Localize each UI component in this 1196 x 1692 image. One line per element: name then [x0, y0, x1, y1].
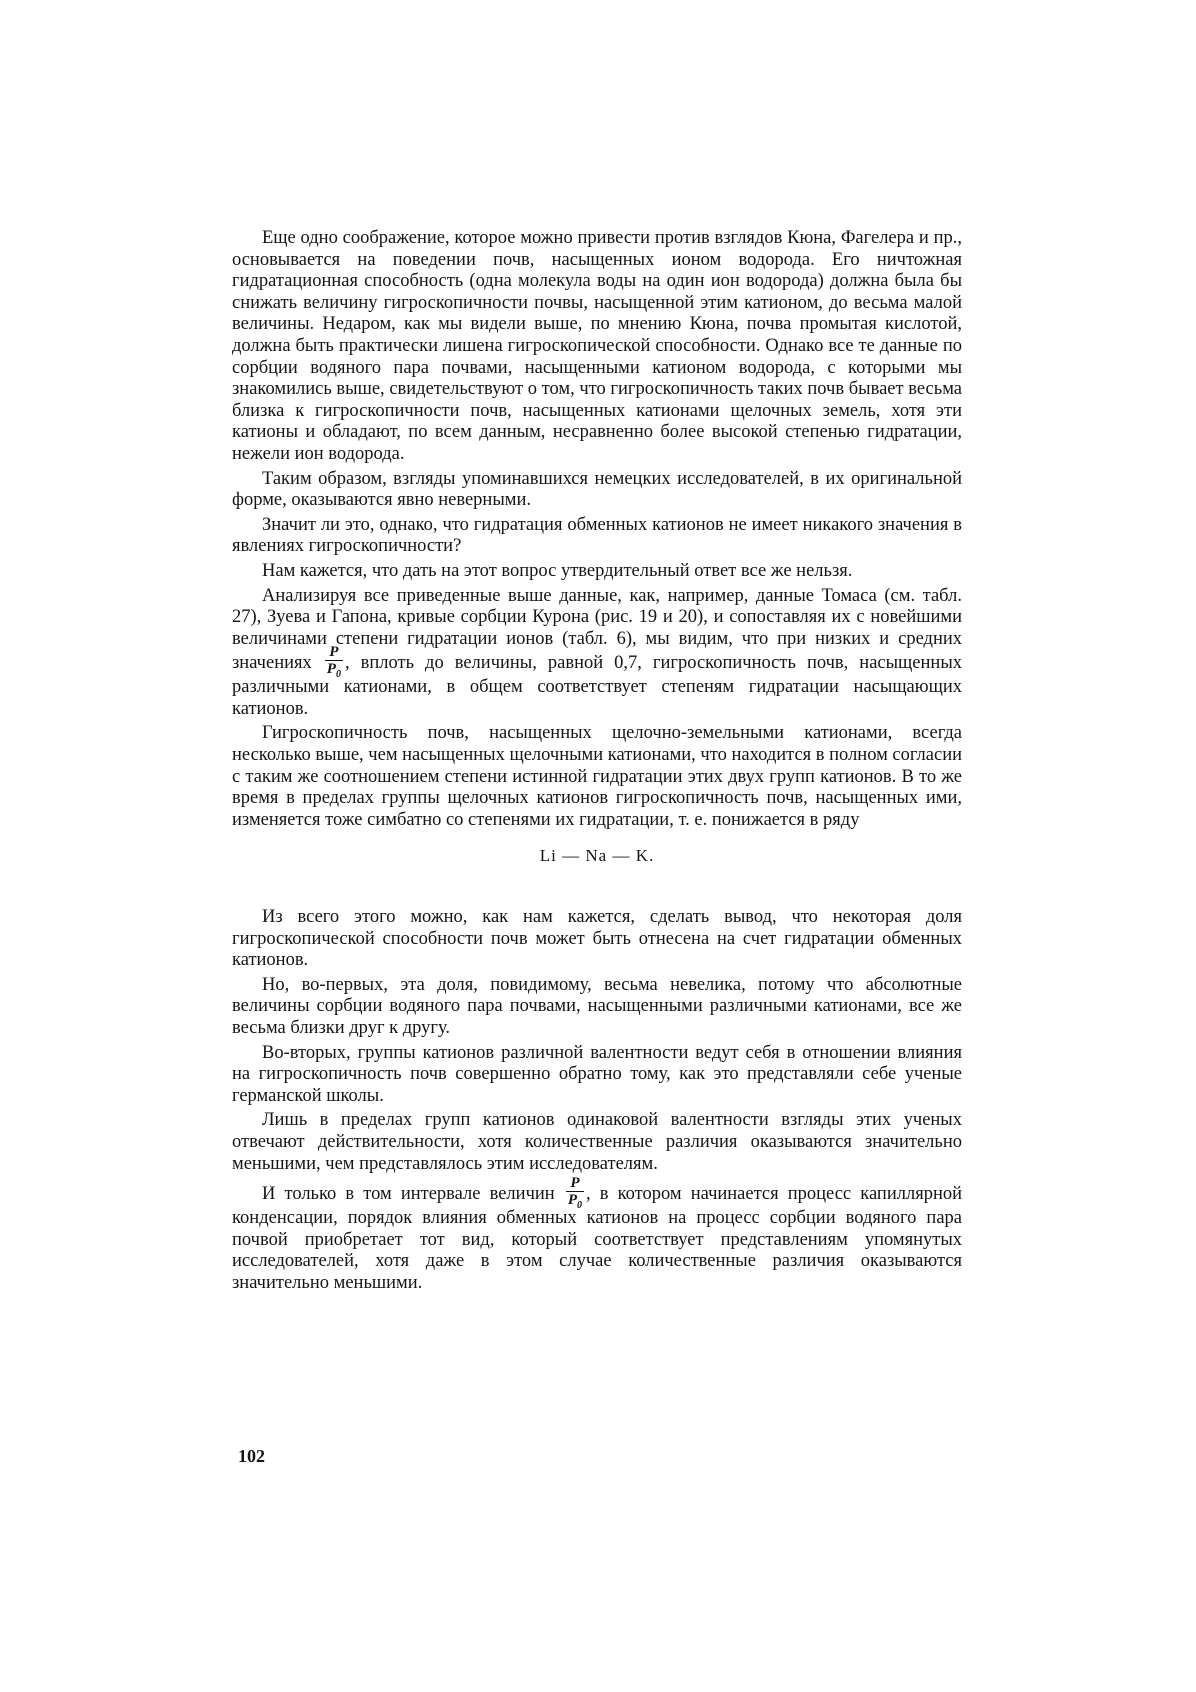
paragraph-5-after: , вплоть до величины, равной 0,7, гигроскопичность почв, насыщенных различными катионами, в общем соответствует степеням гидратации насыщающих катионов.	[232, 653, 962, 719]
paragraph-7: Из всего этого можно, как нам кажется, сделать вывод, что некоторая доля гигроскопической способности почв может быть отнесена на счет гидратации обменных катионов.	[232, 907, 962, 971]
pressure-ratio-formula	[325, 644, 343, 681]
paragraph-6: Гигроскопичность почв, насыщенных щелочно-земельными катионами, всегда несколько выше, чем насыщенных щелочными катионами, что находится в полном согласии с таким же соотношением степени истинной гидратации этих двух групп катионов. В то же время в пределах группы щелочных катионов гигроскопичность почв, насыщенных ими, изменяется тоже симбатно со степенями их гидратации, т. е. понижается в ряду	[232, 723, 962, 830]
formula-2-denominator-letter: P	[567, 1192, 577, 1209]
pressure-ratio-formula-2	[566, 1175, 584, 1212]
paragraph-5-before: Анализируя все приведенные выше данные, как, например, данные Томаса (см. табл. 27), Зуева и Гапона, кривые сорбции Курона (рис. 19 и 20), и сопоставляя их с новейшими величинами степени гидратации ионов (табл. 6), мы видим, что при низких и средних значениях	[232, 585, 962, 674]
formula-denominator-letter: P	[326, 661, 336, 678]
paragraph-9: Во-вторых, группы катионов различной валентности ведут себя в отношении влияния на гигроскопичность почв совершенно обратно тому, как это представляли себе ученые германской школы.	[232, 1042, 962, 1106]
paragraph-11-after: , в котором начинается процесс капиллярной конденсации, порядок влияния обменных катионов на процесс сорбции водяного пара почвой приобретает тот вид, который соответствует представлениям упомянутых исследователей, хотя даже в этом случае количественные различия оказываются значительно меньшими.	[232, 1183, 963, 1293]
paragraph-4: Нам кажется, что дать на этот вопрос утвердительный ответ все же нельзя.	[262, 560, 853, 581]
formula-denominator	[325, 661, 343, 681]
paragraph-5	[232, 586, 962, 721]
paragraph-11	[232, 1175, 963, 1294]
paragraph-8: Но, во-первых, эта доля, повидимому, весьма невелика, потому что абсолютные величины сорбции водяного пара почвами, насыщенными различными катионами, все же весьма близки друг к другу.	[232, 974, 962, 1038]
page-number: 102	[238, 1446, 265, 1466]
formula-2-denominator	[566, 1192, 584, 1212]
paragraph-2: Таким образом, взгляды упоминавшихся немецких исследователей, в их оригинальной форме, оказываются явно неверными.	[232, 468, 962, 511]
paragraph-1: Еще одно соображение, которое можно привести против взглядов Кюна, Фагелера и пр., основывается на поведении почв, насыщенных ионом водорода. Его ничтожная гидратационная способность (одна молекула воды на один ион водорода) должна была бы снижать величину гигроскопичности почвы, насыщенной этим катионом, до весьма малой величины. Недаром, как мы видели выше, по мнению Кюна, почва промытая кислотой, должна быть практически лишена гигроскопической способности. Однако все те данные по сорбции водяного пара почвами, насыщенными катионом водорода, с которыми мы знакомились выше, свидетельствуют о том, что гигроскопичность таких почв бывает весьма близка к гигроскопичности почв, насыщенных катионами щелочных земель, хотя эти катионы и обладают, по всем данным, несравненно более высокой степенью гидратации, нежели ион водорода.	[232, 228, 962, 464]
formula-numerator: P	[325, 644, 343, 661]
cation-series: Li — Na — K.	[539, 846, 655, 866]
formula-subscript: 0	[335, 669, 341, 681]
formula-2-subscript: 0	[576, 1200, 582, 1212]
formula-2-numerator: P	[566, 1175, 584, 1192]
paragraph-11-before: И только в том интервале величин	[262, 1183, 555, 1204]
paragraph-10: Лишь в пределах групп катионов одинаковой валентности взгляды этих ученых отвечают действительности, хотя количественные различия оказываются значительно меньшими, чем представлялось этим исследователям.	[232, 1110, 962, 1174]
paragraph-3: Значит ли это, однако, что гидратация обменных катионов не имеет никакого значения в явлениях гигроскопичности?	[232, 514, 962, 557]
page-body	[232, 228, 962, 1298]
